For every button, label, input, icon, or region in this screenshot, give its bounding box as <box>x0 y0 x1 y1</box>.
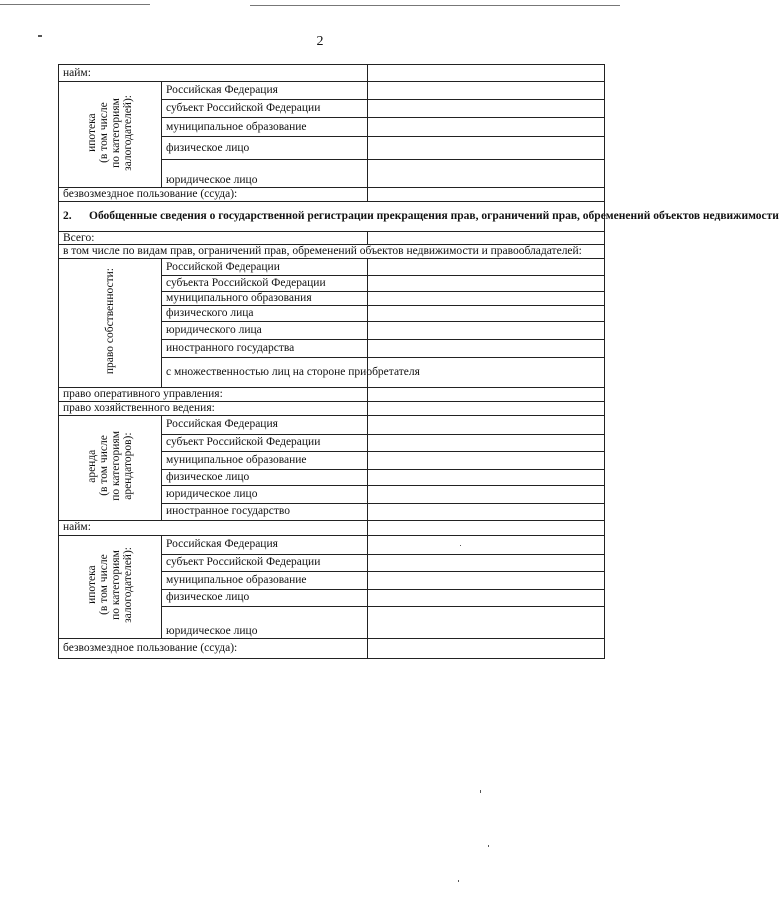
value-cell[interactable] <box>368 415 605 434</box>
row-naim-label: найм: <box>59 65 368 82</box>
value-cell[interactable] <box>368 160 605 188</box>
category-label: муниципального образования <box>162 292 368 306</box>
value-cell[interactable] <box>368 589 605 606</box>
scan-speck <box>458 880 459 882</box>
row-hozyaistvennoe-label: право хозяйственного ведения: <box>59 401 368 415</box>
value-cell[interactable] <box>368 118 605 137</box>
scan-speck <box>480 790 481 793</box>
ipoteka-group-label: ипотека (в том числе по категориям залогодателей): <box>59 82 162 188</box>
row-vsego-label: Всего: <box>59 231 368 245</box>
section-2-number: 2. <box>63 209 72 222</box>
row-naim-label: найм: <box>59 520 368 535</box>
category-label: Российской Федерации <box>162 259 368 276</box>
value-cell[interactable] <box>368 231 605 245</box>
ipoteka-group-label: ипотека (в том числе по категориям залогодателей): <box>59 535 162 638</box>
value-cell[interactable] <box>368 485 605 503</box>
category-label: Российская Федерация <box>162 82 368 100</box>
category-label: субъект Российской Федерации <box>162 100 368 118</box>
section-2-heading <box>59 201 779 231</box>
row-bezvozmezdnoe-label: безвозмездное пользование (ссуда): <box>59 638 368 658</box>
value-cell[interactable] <box>368 638 605 658</box>
category-label: Российская Федерация <box>162 415 368 434</box>
value-cell[interactable] <box>368 82 605 100</box>
row-operativnoe-label: право оперативного управления: <box>59 388 368 402</box>
category-label: иностранного государства <box>162 340 368 358</box>
section-2-title: Обобщенные сведения о государственной регистрации прекращения прав, ограничений прав, обременений объектов недвижимости <box>89 209 779 222</box>
value-cell[interactable] <box>368 434 605 451</box>
registration-form-table <box>58 64 779 659</box>
arenda-group-label: аренда (в том числе по категориям арендаторов): <box>59 415 162 520</box>
category-label: субъект Российской Федерации <box>162 434 368 451</box>
value-cell[interactable] <box>368 451 605 469</box>
scan-edge-line <box>0 4 150 5</box>
page-number: 2 <box>316 34 324 49</box>
value-cell[interactable] <box>368 306 605 322</box>
category-label: субъекта Российской Федерации <box>162 276 368 292</box>
category-label: юридическое лицо <box>162 485 368 503</box>
value-cell[interactable] <box>368 520 605 535</box>
value-cell[interactable] <box>368 322 605 340</box>
sobstvennost-group-label: право собственности: <box>59 259 162 388</box>
value-cell[interactable] <box>368 65 605 82</box>
category-label: муниципальное образование <box>162 451 368 469</box>
category-label: субъект Российской Федерации <box>162 554 368 571</box>
value-cell[interactable] <box>368 259 605 276</box>
category-label: муниципальное образование <box>162 571 368 589</box>
value-cell[interactable] <box>368 292 605 306</box>
category-label: физическое лицо <box>162 137 368 160</box>
category-label: иностранное государство <box>162 503 368 520</box>
value-cell[interactable] <box>368 137 605 160</box>
category-label: юридическое лицо <box>162 160 368 188</box>
category-label: физическое лицо <box>162 469 368 485</box>
value-cell[interactable] <box>368 571 605 589</box>
row-v-tom-chisle-label: в том числе по видам прав, ограничений прав, обременений объектов недвижимости и правообладателей: <box>59 245 605 259</box>
scan-speck <box>488 845 489 847</box>
value-cell[interactable] <box>368 388 605 402</box>
scan-speck <box>460 545 461 546</box>
category-label: юридическое лицо <box>162 606 368 638</box>
scan-edge-line <box>250 5 620 6</box>
category-label: физического лица <box>162 306 368 322</box>
value-cell[interactable] <box>368 276 605 292</box>
category-label: юридического лица <box>162 322 368 340</box>
value-cell[interactable] <box>368 340 605 358</box>
row-bezvozmezdnoe-label: безвозмездное пользование (ссуда): <box>59 188 368 202</box>
value-cell[interactable] <box>368 401 605 415</box>
value-cell[interactable] <box>368 100 605 118</box>
value-cell[interactable] <box>368 188 605 202</box>
value-cell[interactable] <box>368 503 605 520</box>
value-cell[interactable] <box>368 606 605 638</box>
value-cell[interactable] <box>368 535 605 554</box>
value-cell[interactable] <box>368 469 605 485</box>
category-label: с множественностью лиц на стороне приобретателя <box>162 358 368 388</box>
category-label: физическое лицо <box>162 589 368 606</box>
value-cell[interactable] <box>368 554 605 571</box>
category-label: Российская Федерация <box>162 535 368 554</box>
category-label: муниципальное образование <box>162 118 368 137</box>
